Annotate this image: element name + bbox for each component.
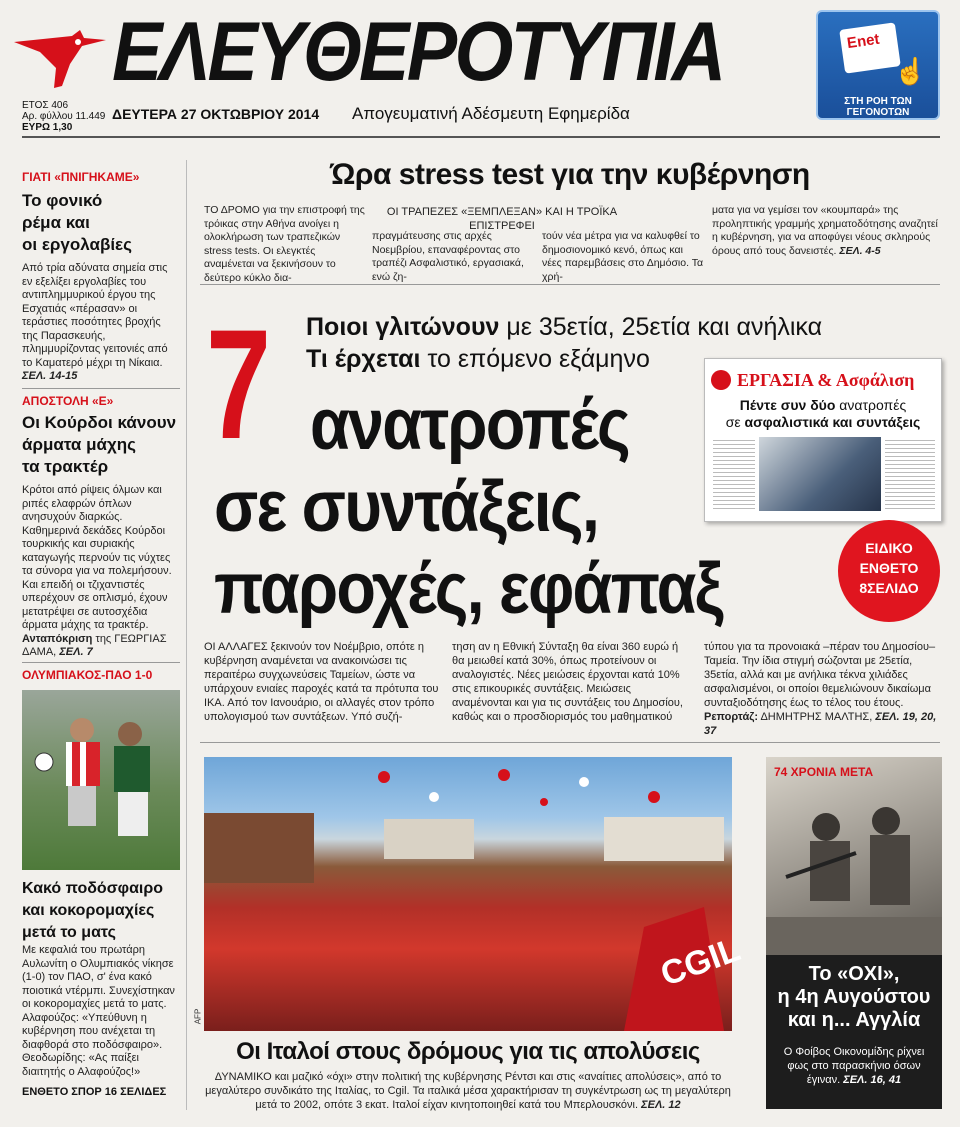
year-label: ΕΤΟΣ 406 [22, 100, 69, 111]
page-ref: ΣΕΛ. 16, 41 [843, 1074, 902, 1086]
right-box-text [776, 1045, 932, 1087]
title-line: άρματα μάχης [22, 435, 136, 454]
enet-card [839, 22, 901, 73]
page-ref: ΣΕΛ. 4-5 [839, 244, 881, 257]
badge-line: 8ΣΕΛΙΔΟ [859, 580, 919, 596]
sidebar-story3-title[interactable] [22, 878, 177, 944]
title-line: μετά το ματς [22, 924, 116, 941]
subhead-rest: το επόμενο εξάμηνο [427, 345, 650, 373]
photo-headline[interactable]: Οι Ιταλοί στους δρόμους για τις απολύσεις [236, 1038, 700, 1065]
insert-text-block [885, 437, 935, 511]
rally-photo[interactable] [204, 757, 746, 1031]
lead-col2: πραγμάτευσης στις αρχές Νοεμβρίου, επαναφέροντας στο τραπέζι Ασφαλιστικό, εργασιακά, ενώ ζη- [372, 230, 524, 283]
soccer-photo[interactable] [22, 690, 180, 870]
lead-headline[interactable]: Ώρα stress test για την κυβέρνηση [330, 158, 810, 191]
enet-logo-text: Enet [845, 30, 881, 53]
credit-name: της ΓΕΩΡΓΙΑΣ ΔΑΜΑ, [22, 632, 167, 658]
subhead-rest: με 35ετία, 25ετία και ανήλικα [506, 313, 823, 341]
credit-label: Ανταπόκριση [22, 632, 93, 645]
sidebar-divider [22, 388, 180, 389]
story-body: Από τρία αδύνατα σημεία στις εν εξελίξει εργολαβίες του αντιπλημμυρικού έργου της Εσχατιάς «πέρασαν» οι τεράστιες ποσότητες βροχής της Παρασκευής, πλημμυρίζοντας γειτονιές από το Καματερό μέχρι τη Νίκαια. [22, 262, 168, 369]
insert-headline [711, 397, 935, 431]
masthead-rule [22, 136, 940, 138]
title-line: και κοκορομαχίες [22, 902, 155, 919]
newspaper-logo-bird [10, 24, 110, 94]
main-subhead-1 [306, 312, 822, 342]
special-insert-badge[interactable] [838, 520, 940, 622]
page-ref: ΣΕΛ. 14-15 [22, 370, 78, 382]
title-line: Το «ΟΧΙ», [808, 963, 900, 985]
credit-name: ΔΗΜΗΤΡΗΣ ΜΑΛΤΗΣ, [760, 711, 873, 723]
page-ref: ΣΕΛ. 12 [641, 1099, 681, 1111]
badge-line: ΕΙΔΙΚΟ [865, 540, 913, 556]
lead-subhead: ΟΙ ΤΡΑΠΕΖΕΣ «ΞΕΜΠΛΕΞΑΝ» ΚΑΙ Η ΤΡΟΪΚΑ ΕΠΙΣΤΡΕΦΕΙ [386, 206, 618, 232]
subhead-bold: Τι έρχεται [306, 345, 421, 373]
badge-line: ΕΝΘΕΤΟ [859, 560, 919, 576]
price-label: ΕΥΡΩ 1,30 [22, 122, 73, 133]
lead-col1: ΤΟ ΔΡΟΜΟ για την επιστροφή της τρόικας στην Αθήνα ανοίγει η ολοκλήρωση των τραπεζικών stress tests. Οι ελεγκτές αναμένεται να ξεκινήσουν το δεύτερο κύκλο δια- [204, 204, 365, 284]
right-box-title [774, 963, 934, 1032]
sidebar-divider [22, 662, 180, 663]
main-col2: τηση αν η Εθνική Σύνταξη θα είναι 360 ευρώ ή θα μειωθεί κατά 30%, όπως προτείνουν οι αναλογιστές. Νέες μειώσεις έρχονται κατά 10% στις επικουρικές συντάξεις. Μειώσεις αναμένονται και για τις συντάξεις του Δημοσίου, καθώς και ο προσδιορισμός του μαθηματικού [452, 641, 683, 723]
headline-number-seven: 7 [206, 298, 272, 472]
sidebar-story1-text [22, 262, 178, 384]
issue-number: Αρ. φύλλου 11.449 [22, 111, 106, 122]
insert-head-rest: ανατροπές [839, 397, 907, 413]
insert-logo-icon [711, 370, 731, 390]
story-body: ματα για να γεμίσει τον «κουμπαρά» της προληπτικής γραμμής χρηματοδότησης αναζητεί η κυβέρνηση, για να αποφύγει νέους σκληρούς όρους από τους δανειστές. [712, 204, 938, 257]
subhead-bold: Ποιοι γλιτώνουν [306, 313, 500, 341]
title-line: η 4η Αυγούστου [777, 986, 931, 1008]
insert-photo [759, 437, 881, 511]
tagline: Απογευματινή Αδέσμευτη Εφημερίδα [352, 104, 630, 123]
main-headline-line3[interactable]: παροχές, εφάπαξ [214, 549, 722, 629]
masthead-title[interactable]: ΕΛΕΥΘΕΡΟΤΥΠΙΑ [112, 4, 724, 98]
right-box-kicker: 74 ΧΡΟΝΙΑ ΜΕΤΑ [774, 765, 874, 779]
section-divider [200, 284, 940, 285]
sidebar-story2-kicker: ΑΠΟΣΤΟΛΗ «Ε» [22, 394, 114, 408]
insert-head-prefix: σε [725, 414, 741, 430]
title-line: ρέμα και [22, 213, 90, 232]
right-box-panel[interactable] [766, 955, 942, 1109]
lead-col3: τούν νέα μέτρα για να καλυφθεί το δημοσιονομικό κενό, όπως και νέες παρεμβάσεις στο Δημόσιο. Τα χρή- [542, 230, 704, 283]
sidebar-story3-text: Με κεφαλιά του πρωτάρη Αυλωνίτη ο Ολυμπιακός νίκησε (1-0) τον ΠΑΟ, σ' ένα κακό ποιοτικά ντέρμπι. Συνεχίστηκαν οι κοκορομαχίες μετά το ματς. Αλαφούζος: «Υπεύθυνη η κυβέρνηση που ανέχεται τη διαφθορά στο ποδόσφαιρο». Θεοδωρίδης: «Ας παίξει διαιτητής ο Αλαφούζος!» [22, 944, 175, 1078]
sidebar-story1-kicker: ΓΙΑΤΙ «ΠΝΙΓΗΚΑΜΕ» [22, 170, 140, 184]
main-col1: ΟΙ ΑΛΛΑΓΕΣ ξεκινούν τον Νοέμβριο, οπότε η κυβέρνηση αναμένεται να ανακοινώσει τις περαιτέρω συγχωνεύσεις Ταμείων, ώστε να υπάρχουν ενιαίες παροχές κατά τα πρότυπα του ΙΚΑ. Από τον Ιανουάριο, οι αλλαγές στον τρόπο υπολογισμού των συντάξεων. Υπό συζή- [204, 641, 439, 723]
sidebar-story3-kicker: ΟΛΥΜΠΙΑΚΟΣ-ΠΑΟ 1-0 [22, 668, 153, 682]
insert-header [711, 367, 935, 393]
sport-insert-footer[interactable]: ΕΝΘΕΤΟ ΣΠΟΡ 16 ΣΕΛΙΔΕΣ [22, 1086, 167, 1098]
lead-col4 [712, 204, 940, 258]
title-line: οι εργολαβίες [22, 235, 132, 254]
story-body: τύπου για τα προνοιακά –πέραν του Δημοσίου– Ταμεία. Την ίδια στιγμή σώζονται με 25ετία, 35ετία, αλλά και με ανήλικα τέκνα χιλιάδες ασφαλισμένοι, οι οποίοι θεμελιώνουν δικαίωμα συνταξιοδότησης έως το τέλος του έτους. [704, 641, 936, 709]
main-col3 [704, 640, 940, 738]
insert-head-bold: ασφαλιστικά και συντάξεις [744, 414, 921, 430]
issue-date: ΔΕΥΤΕΡΑ 27 ΟΚΤΩΒΡΙΟΥ 2014 [112, 106, 320, 122]
insert-head-bold: Πέντε συν δύο [739, 397, 836, 413]
main-headline-line1[interactable]: ανατροπές [310, 385, 629, 465]
insert-thumbnail[interactable] [704, 358, 942, 522]
historic-soldiers-photo[interactable] [766, 757, 942, 955]
cgil-banner-text: CGIL [655, 930, 746, 994]
title-line: τα τρακτέρ [22, 457, 109, 476]
enet-caption: ΣΤΗ ΡΟΗ ΤΩΝ ΓΕΓΟΝΟΤΩΝ [844, 96, 912, 118]
main-subhead-2 [306, 344, 650, 374]
title-line: Οι Κούρδοι κάνουν [22, 413, 177, 432]
section-divider [200, 742, 940, 743]
credit-label: Ρεπορτάζ: [704, 711, 758, 723]
page-ref: ΣΕΛ. 19, 20, 37 [704, 711, 937, 737]
page-ref: ΣΕΛ. 7 [59, 646, 93, 658]
story-body: ΔΥΝΑΜΙΚΟ και μαζικό «όχι» στην πολιτική της κυβέρνησης Ρέντσι και στις «αναίτιες απολύσεις», από το μεγαλύτερο συνδικάτο της Ιταλίας, το Cgil. Τα ιταλικά μέσα χαρακτήρισαν τη συγκέντρωση ως τη μεγαλύτερη μετά το 2002, οπότε 3 εκατ. Ιταλοί είχαν κινητοποιηθεί κατά του Μπερλουσκόνι. [205, 1071, 731, 1111]
photo-text [204, 1070, 732, 1112]
story-body: Κρότοι από ρίψεις όλμων και ριπές ελαφρών όπλων ανησυχούν διαρκώς. Καθημερινά δεκάδες Κούρδοι τουρκικής και συριακής καταγωγής περνούν τις νύχτες τα σύνορα για να πολεμήσουν. Και επειδή οι τζιχαντιστές υπερέχουν σε οπλισμό, έχουν μετατρέψει σε αυτοσχέδια άρματα μάχης τα τρακτέρ. [22, 484, 172, 631]
column-divider [186, 160, 187, 1110]
title-line: Το φονικό [22, 191, 103, 210]
insert-masthead: ΕΡΓΑΣΙΑ & Ασφάλιση [737, 369, 915, 390]
photo-agency-credit: AFP [193, 1008, 203, 1025]
title-line: και η... Αγγλία [787, 1009, 921, 1031]
sidebar-story2-text [22, 484, 178, 660]
sidebar-story1-title[interactable] [22, 190, 177, 256]
sidebar-story2-title[interactable] [22, 412, 177, 478]
story-body: Ο Φοίβος Οικονομίδης ρίχνει φως στο παρασκήνιο όσων έγιναν. [783, 1046, 925, 1086]
title-line: Κακό ποδόσφαιρο [22, 880, 164, 897]
insert-text-block [713, 437, 755, 511]
main-headline-line2[interactable]: σε συντάξεις, [214, 467, 599, 547]
hand-cursor-icon: ☝ [894, 56, 927, 86]
